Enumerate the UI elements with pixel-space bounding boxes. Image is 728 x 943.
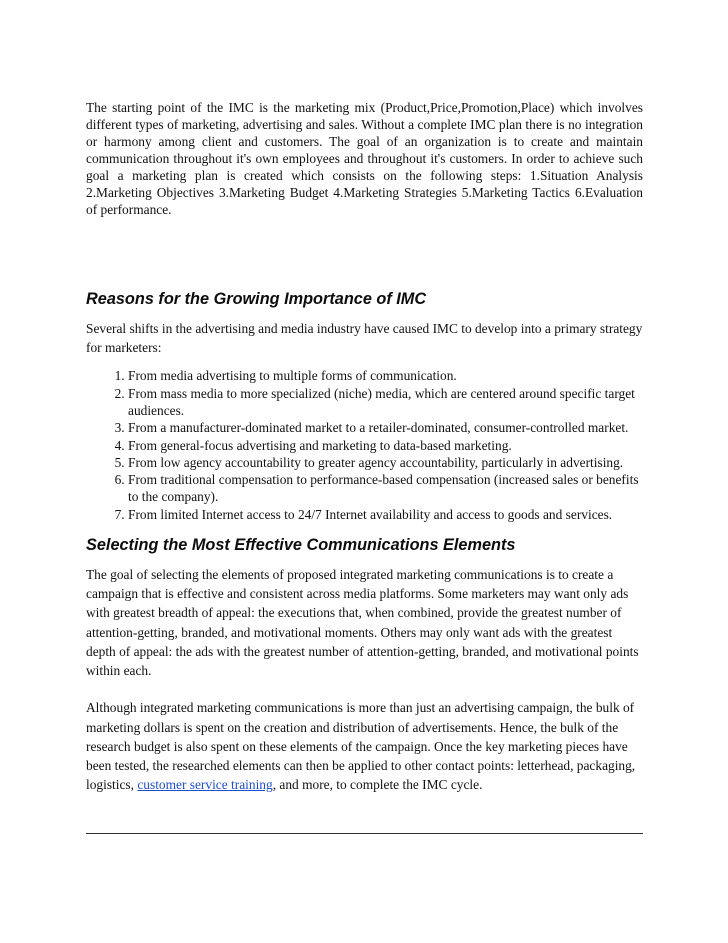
paragraph-text: Although integrated marketing communications is more than just an advertising campaign, the bulk of marketing dollars is spent on the creation and distribution of advertisements. Hence, the bulk of the research budget is also spent on these elements of the campaign. Once the key marketing pieces have been tested, the researched elements can then be applied to other contact points: letterhead, packaging, logistics, xyxy=(86,700,636,793)
list-item: 6. From traditional compensation to performance-based compensation (increased sales or benefits to the company). xyxy=(128,471,643,506)
list-item: 4. From general-focus advertising and marketing to data-based marketing. xyxy=(128,437,643,454)
section-heading-communications-elements: Selecting the Most Effective Communications Elements xyxy=(86,536,516,555)
intro-paragraph: The starting point of the IMC is the marketing mix (Product,Price,Promotion,Place) which involves different types of marketing, advertising and sales. Without a complete IMC plan there is no integration or harmony among client and customers. The goal of an organization is to create and maintain communication throughout it's own employees and throughout it's customers. In order to achieve such goal a marketing plan is created which consists on the following steps: 1.Situation Analysis 2.Marketing Objectives 3.Marketing Budget 4.Marketing Strategies 5.Marketing Tactics 6.Evaluation of performance. xyxy=(86,100,643,217)
section-heading-growing-importance: Reasons for the Growing Importance of IMC xyxy=(86,290,427,308)
list-item: 1. From media advertising to multiple forms of communication. xyxy=(128,367,643,384)
section2-paragraph-2 xyxy=(86,698,643,794)
list-item: 7. From limited Internet access to 24/7 Internet availability and access to goods and services. xyxy=(128,506,643,523)
list-item: 2. From mass media to more specialized (niche) media, which are centered around specific target audiences. xyxy=(128,385,643,420)
list-item: 3. From a manufacturer-dominated market to a retailer-dominated, consumer-controlled market. xyxy=(128,419,643,436)
paragraph-text: , and more, to complete the IMC cycle. xyxy=(272,777,483,793)
document-page xyxy=(86,99,643,794)
section1-intro-paragraph: Several shifts in the advertising and media industry have caused IMC to develop into a primary strategy for marketers: xyxy=(86,321,643,356)
footer-divider xyxy=(86,833,643,834)
section2-paragraph-1: The goal of selecting the elements of proposed integrated marketing communications is to create a campaign that is effective and consistent across media platforms. Some marketers may want only ads with greatest breadth of appeal: the executions that, when combined, provide the greatest number of attention-getting, branded, and motivational moments. Others may only want ads with the greatest depth of appeal: the ads with the greatest number of attention-getting, branded, and motivational points within each. xyxy=(86,567,639,679)
customer-service-training-link[interactable]: customer service training xyxy=(137,777,273,793)
reasons-list xyxy=(86,367,643,523)
list-item: 5. From low agency accountability to greater agency accountability, particularly in advertising. xyxy=(128,454,643,471)
